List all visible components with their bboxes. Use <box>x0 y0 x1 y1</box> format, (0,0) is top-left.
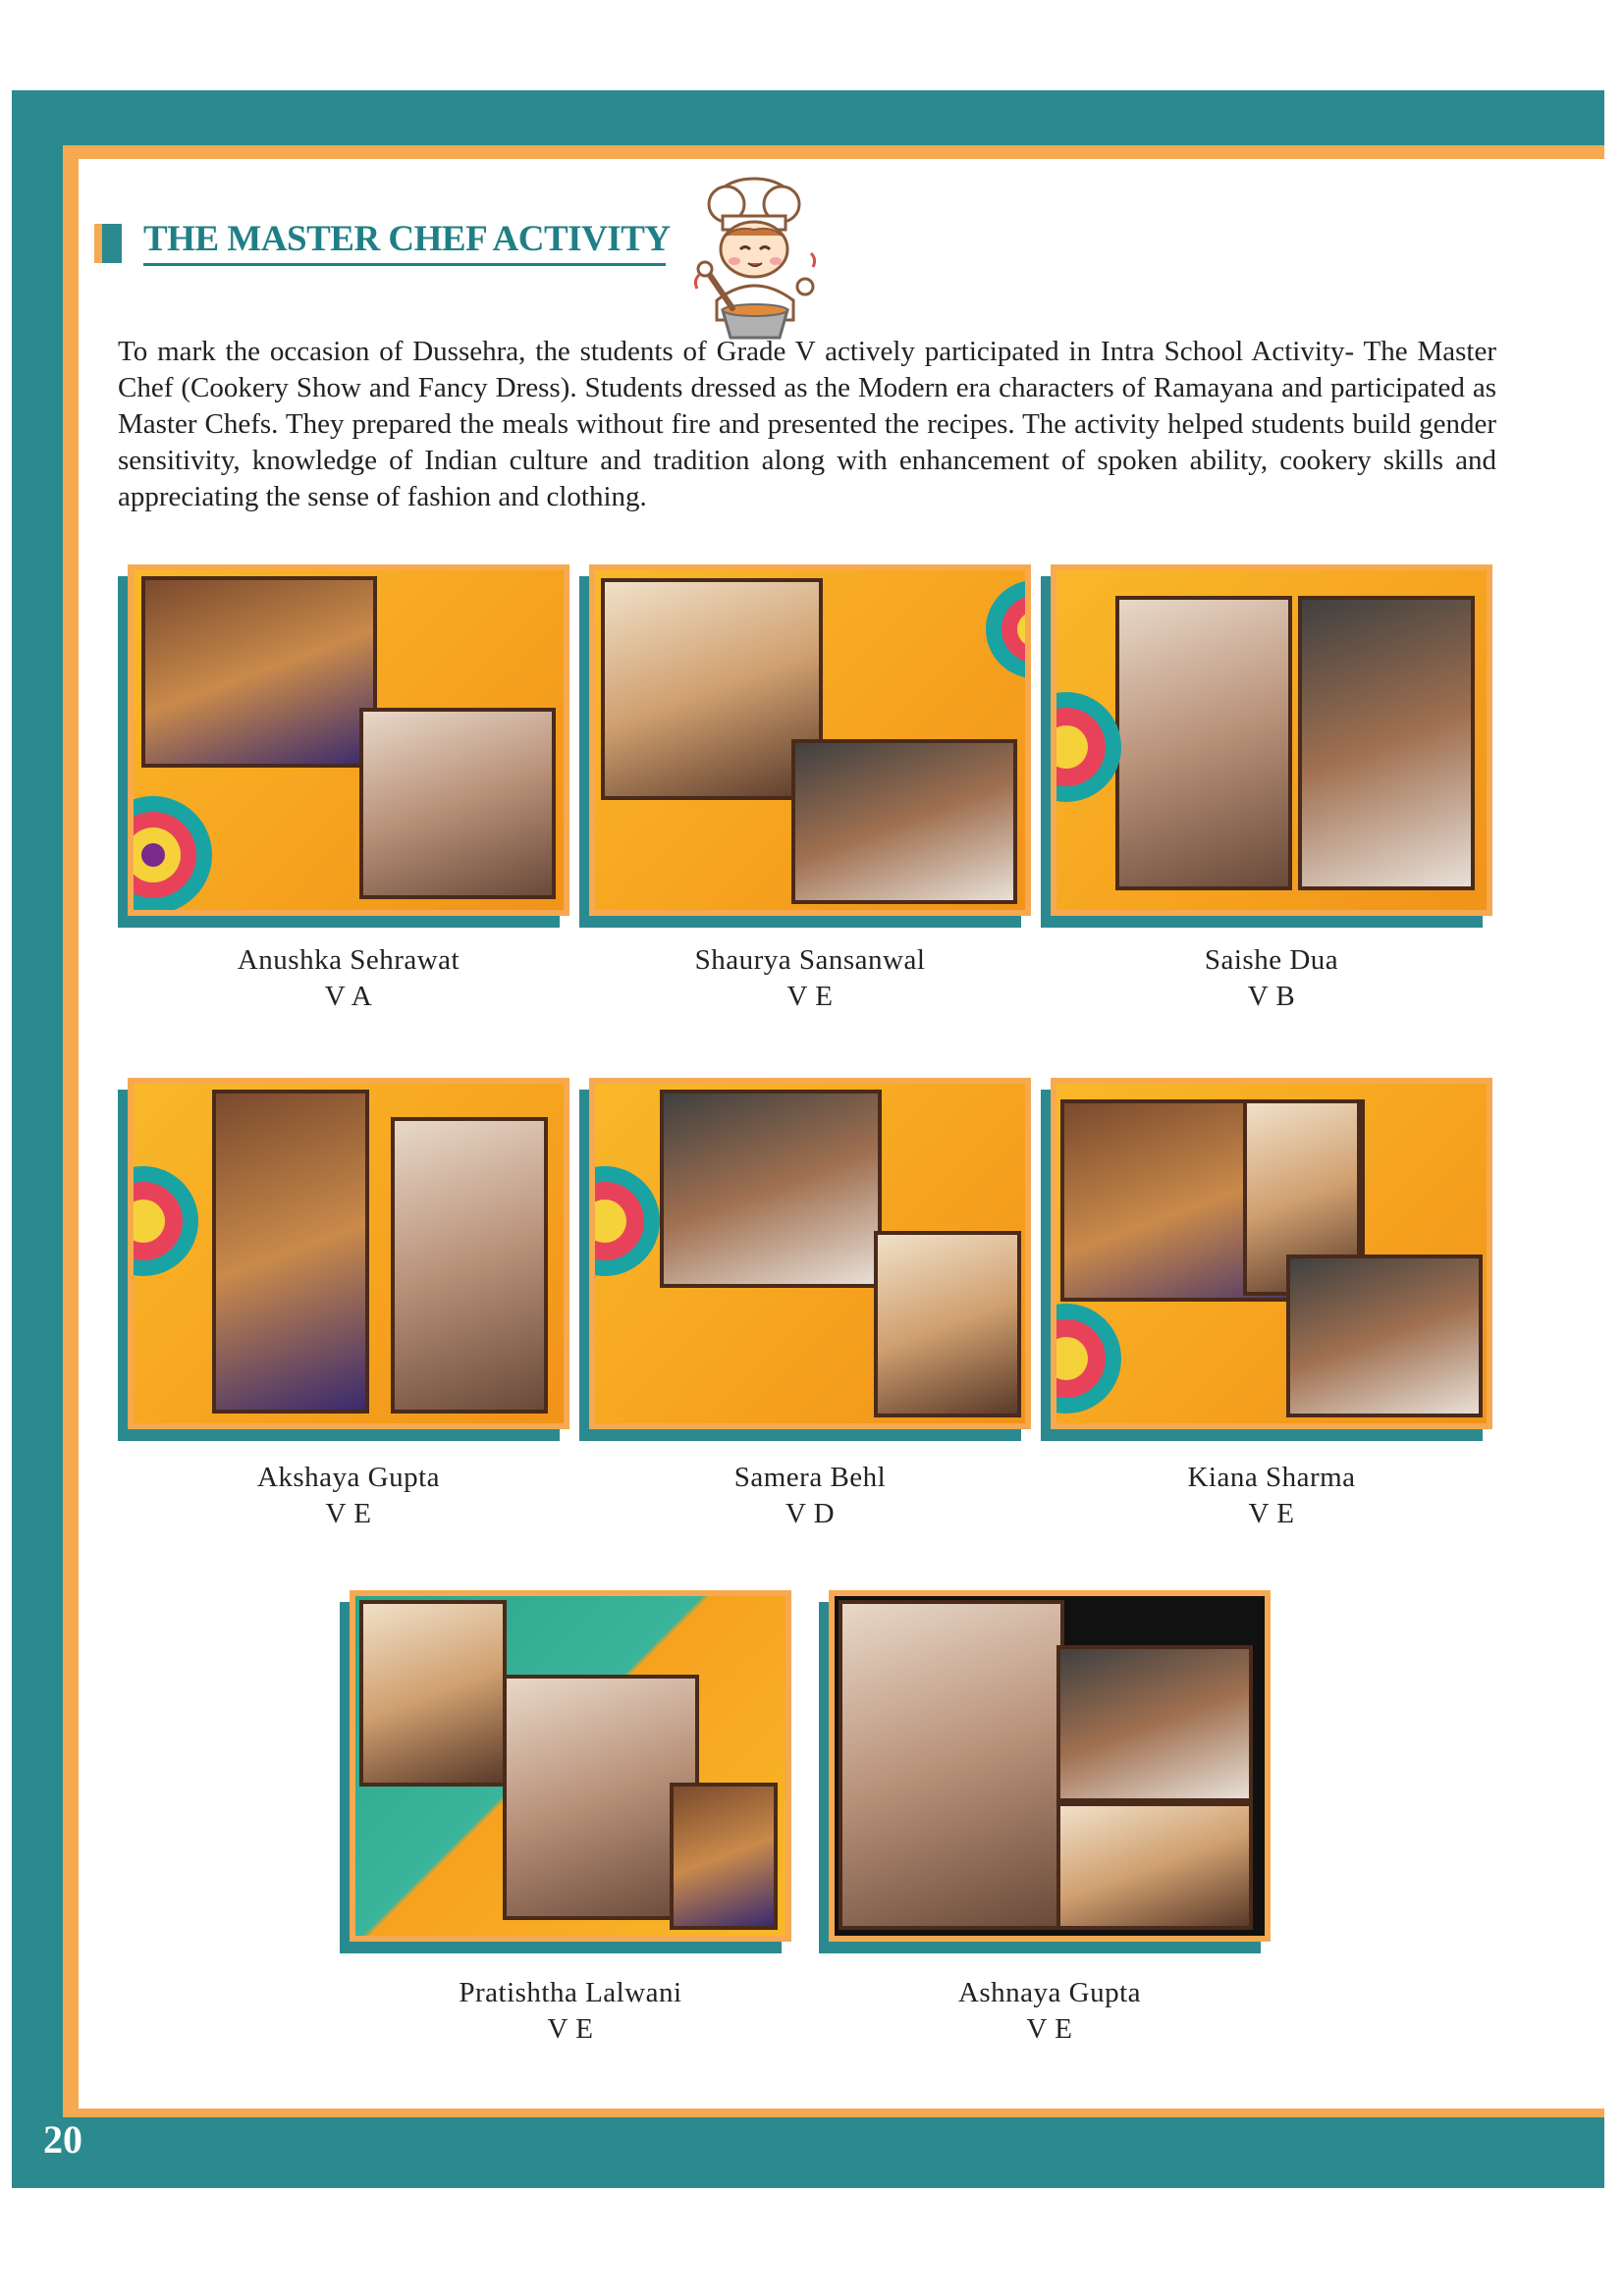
photo-card <box>1041 564 1492 928</box>
participant-name: Kiana Sharma <box>1187 1462 1356 1493</box>
participant-name: Ashnaya Gupta <box>957 1977 1142 2008</box>
participant-name: Shaurya Sansanwal <box>694 944 926 976</box>
activity-photo <box>595 1084 1025 1423</box>
activity-photo <box>1056 570 1487 910</box>
page-number: 20 <box>43 2117 82 2162</box>
participant-caption <box>819 1975 1280 2048</box>
photo-card <box>579 564 1031 928</box>
participant-caption <box>118 1460 579 1532</box>
page-title: THE MASTER CHEF ACTIVITY <box>143 219 671 259</box>
participant-caption <box>1041 1460 1502 1532</box>
participant-class: V E <box>1026 2013 1073 2045</box>
activity-photo <box>134 570 564 910</box>
photo-card <box>819 1590 1271 1953</box>
participant-class: V E <box>786 981 834 1012</box>
activity-photo <box>835 1596 1265 1936</box>
participant-caption <box>118 942 579 1015</box>
activity-photo <box>134 1084 564 1423</box>
title-underline <box>143 263 666 266</box>
participant-class: V B <box>1247 981 1296 1012</box>
participant-caption <box>579 1460 1041 1532</box>
photo-card <box>1041 1078 1492 1441</box>
activity-photo <box>1056 1084 1487 1423</box>
photo-card <box>118 564 569 928</box>
participant-name: Pratishtha Lalwani <box>459 1977 682 2008</box>
participant-caption <box>340 1975 801 2048</box>
activity-photo <box>595 570 1025 910</box>
participant-name: Anushka Sehrawat <box>237 944 460 976</box>
activity-photo <box>355 1596 785 1936</box>
participant-caption <box>1041 942 1502 1015</box>
intro-paragraph: To mark the occasion of Dussehra, the students of Grade V actively participated in Intra School Activity- The Master Chef (Cookery Show and Fancy Dress). Students dressed as the Modern era characters of Ramayana and participated as Master Chefs. They prepared the meals without fire and presented the recipes. The activity helped students build gender sensitivity, knowledge of Indian culture and tradition along with enhancement of spoken ability, cookery skills and appreciating the sense of fashion and clothing. <box>118 336 1496 512</box>
participant-class: V D <box>785 1498 836 1529</box>
participant-caption <box>579 942 1041 1015</box>
photo-card <box>340 1590 791 1953</box>
participant-class: V A <box>324 981 373 1012</box>
chef-illustration <box>677 173 835 340</box>
photo-card <box>118 1078 569 1441</box>
title-marker <box>94 224 122 263</box>
participant-name: Samera Behl <box>733 1462 887 1493</box>
participant-class: V E <box>547 2013 594 2045</box>
participant-class: V E <box>325 1498 372 1529</box>
participant-name: Saishe Dua <box>1204 944 1339 976</box>
photo-card <box>579 1078 1031 1441</box>
participant-class: V E <box>1248 1498 1295 1529</box>
participant-name: Akshaya Gupta <box>256 1462 441 1493</box>
